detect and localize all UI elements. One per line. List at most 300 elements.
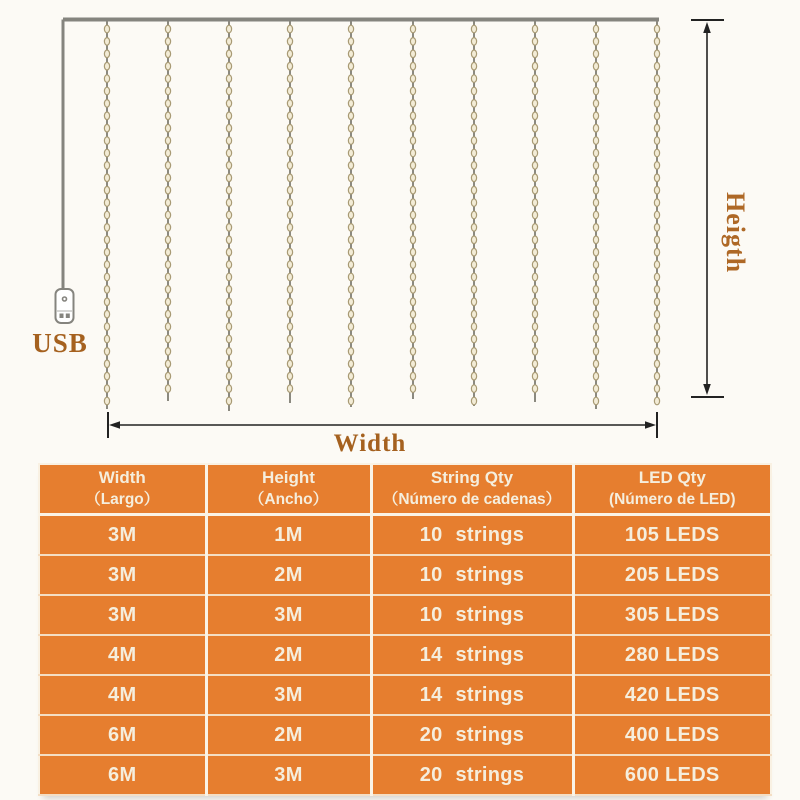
led-bead xyxy=(410,286,415,294)
led-bead xyxy=(104,50,109,58)
led-bead xyxy=(348,286,353,294)
led-bead xyxy=(593,162,598,170)
led-bead xyxy=(287,149,292,157)
cell-width: 3M xyxy=(39,555,206,595)
led-bead xyxy=(654,224,659,232)
led-bead xyxy=(348,273,353,281)
led-bead xyxy=(593,149,598,157)
led-bead xyxy=(532,310,537,318)
cell-led-qty: 305 LEDS xyxy=(573,595,771,635)
led-bead xyxy=(287,75,292,83)
led-bead xyxy=(654,174,659,182)
led-bead xyxy=(654,248,659,256)
led-bead xyxy=(104,174,109,182)
led-bead xyxy=(532,112,537,120)
led-bead xyxy=(471,38,476,46)
led-bead xyxy=(654,298,659,306)
led-bead xyxy=(287,38,292,46)
cell-height: 2M xyxy=(206,555,371,595)
width-arrowhead-right xyxy=(645,421,656,429)
led-bead xyxy=(226,211,231,219)
led-bead xyxy=(532,261,537,269)
spec-row xyxy=(39,515,771,556)
led-bead xyxy=(471,62,476,70)
col-header-led-qty xyxy=(573,464,771,515)
led-bead xyxy=(226,385,231,393)
led-bead xyxy=(348,149,353,157)
led-bead xyxy=(287,335,292,343)
led-bead xyxy=(532,25,537,33)
col-header-subtitle: （Largo） xyxy=(85,491,160,508)
led-bead xyxy=(104,248,109,256)
spec-row xyxy=(39,715,771,755)
led-bead xyxy=(410,162,415,170)
led-bead xyxy=(287,162,292,170)
led-bead xyxy=(226,62,231,70)
led-bead xyxy=(226,372,231,380)
led-bead xyxy=(348,199,353,207)
led-bead xyxy=(532,50,537,58)
led-bead xyxy=(287,137,292,145)
led-bead xyxy=(348,186,353,194)
led-bead xyxy=(410,372,415,380)
led-bead xyxy=(654,137,659,145)
led-bead xyxy=(593,360,598,368)
led-bead xyxy=(287,323,292,331)
led-bead xyxy=(654,25,659,33)
led-bead xyxy=(348,248,353,256)
led-bead xyxy=(593,186,598,194)
led-bead xyxy=(654,87,659,95)
led-bead xyxy=(165,286,170,294)
led-bead xyxy=(348,236,353,244)
usb-label: USB xyxy=(32,328,88,358)
led-bead xyxy=(226,397,231,405)
led-bead xyxy=(410,100,415,108)
led-bead xyxy=(654,323,659,331)
led-bead xyxy=(348,224,353,232)
led-bead xyxy=(104,385,109,393)
led-bead xyxy=(532,335,537,343)
led-bead xyxy=(104,38,109,46)
width-arrowhead-left xyxy=(109,421,120,429)
led-bead xyxy=(287,100,292,108)
led-bead xyxy=(165,186,170,194)
spec-row xyxy=(39,555,771,595)
led-bead xyxy=(654,236,659,244)
led-bead xyxy=(410,124,415,132)
led-bead xyxy=(226,100,231,108)
led-bead xyxy=(532,149,537,157)
led-bead xyxy=(348,162,353,170)
led-bead xyxy=(410,112,415,120)
col-header-width xyxy=(39,464,206,515)
led-bead xyxy=(287,273,292,281)
led-bead xyxy=(348,348,353,356)
led-bead xyxy=(165,137,170,145)
led-bead xyxy=(471,137,476,145)
led-bead xyxy=(226,149,231,157)
led-bead xyxy=(654,149,659,157)
width-label: Width xyxy=(333,430,407,457)
led-bead xyxy=(348,310,353,318)
led-bead xyxy=(471,310,476,318)
led-bead xyxy=(410,236,415,244)
led-bead xyxy=(226,286,231,294)
led-bead xyxy=(348,397,353,405)
led-bead xyxy=(287,174,292,182)
led-bead xyxy=(471,372,476,380)
led-bead xyxy=(348,137,353,145)
spec-row xyxy=(39,635,771,675)
led-bead xyxy=(165,100,170,108)
col-header-subtitle: (Número de LED) xyxy=(608,491,736,508)
led-bead xyxy=(104,286,109,294)
led-bead xyxy=(471,186,476,194)
cell-height: 3M xyxy=(206,675,371,715)
led-bead xyxy=(287,261,292,269)
led-bead xyxy=(165,174,170,182)
cell-width: 3M xyxy=(39,595,206,635)
led-bead xyxy=(471,149,476,157)
cell-string-qty: 14 strings xyxy=(371,675,573,715)
led-bead xyxy=(287,385,292,393)
led-bead xyxy=(532,199,537,207)
led-bead xyxy=(287,224,292,232)
led-bead xyxy=(226,310,231,318)
led-bead xyxy=(410,149,415,157)
led-bead xyxy=(287,236,292,244)
led-bead xyxy=(654,335,659,343)
led-bead xyxy=(654,38,659,46)
led-bead xyxy=(104,224,109,232)
led-bead xyxy=(593,298,598,306)
led-bead xyxy=(165,124,170,132)
led-bead xyxy=(287,87,292,95)
led-bead xyxy=(226,87,231,95)
led-bead xyxy=(226,162,231,170)
led-bead xyxy=(104,298,109,306)
led-bead xyxy=(410,199,415,207)
led-bead xyxy=(287,298,292,306)
led-bead xyxy=(593,397,598,405)
led-bead xyxy=(165,199,170,207)
led-bead xyxy=(165,360,170,368)
led-bead xyxy=(654,75,659,83)
led-bead xyxy=(593,286,598,294)
led-bead xyxy=(410,323,415,331)
led-bead xyxy=(410,75,415,83)
cell-width: 4M xyxy=(39,635,206,675)
led-bead xyxy=(226,261,231,269)
led-bead xyxy=(471,273,476,281)
led-bead xyxy=(104,137,109,145)
led-bead xyxy=(593,25,598,33)
led-bead xyxy=(471,211,476,219)
led-bead xyxy=(287,248,292,256)
led-bead xyxy=(226,25,231,33)
cell-led-qty: 600 LEDS xyxy=(573,755,771,795)
led-bead xyxy=(226,174,231,182)
led-bead xyxy=(287,360,292,368)
led-bead xyxy=(593,211,598,219)
led-bead xyxy=(165,236,170,244)
cell-led-qty: 400 LEDS xyxy=(573,715,771,755)
led-bead xyxy=(410,211,415,219)
led-bead xyxy=(532,360,537,368)
led-bead xyxy=(226,360,231,368)
led-bead xyxy=(654,261,659,269)
led-bead xyxy=(471,224,476,232)
led-bead xyxy=(104,261,109,269)
led-bead xyxy=(104,323,109,331)
led-bead xyxy=(593,62,598,70)
led-bead xyxy=(532,87,537,95)
led-bead xyxy=(165,372,170,380)
led-bead xyxy=(532,286,537,294)
led-bead xyxy=(593,100,598,108)
led-bead xyxy=(654,286,659,294)
led-bead xyxy=(410,186,415,194)
led-bead xyxy=(287,25,292,33)
led-bead xyxy=(226,248,231,256)
led-bead xyxy=(348,323,353,331)
led-bead xyxy=(165,50,170,58)
led-bead xyxy=(226,323,231,331)
cell-height: 3M xyxy=(206,755,371,795)
led-bead xyxy=(287,62,292,70)
led-bead xyxy=(226,112,231,120)
cell-string-qty: 10 strings xyxy=(371,595,573,635)
led-bead xyxy=(226,348,231,356)
led-bead xyxy=(226,199,231,207)
led-bead xyxy=(471,112,476,120)
led-bead xyxy=(287,199,292,207)
led-bead xyxy=(104,124,109,132)
led-bead xyxy=(654,199,659,207)
led-bead xyxy=(226,273,231,281)
led-bead xyxy=(471,236,476,244)
led-bead xyxy=(104,372,109,380)
cell-height: 3M xyxy=(206,595,371,635)
led-bead xyxy=(410,87,415,95)
led-bead xyxy=(654,273,659,281)
led-bead xyxy=(104,211,109,219)
led-bead xyxy=(654,186,659,194)
led-bead xyxy=(654,124,659,132)
led-bead xyxy=(593,199,598,207)
led-bead xyxy=(532,236,537,244)
led-bead xyxy=(348,298,353,306)
led-bead xyxy=(226,137,231,145)
cell-height: 2M xyxy=(206,715,371,755)
led-bead xyxy=(104,360,109,368)
led-bead xyxy=(654,372,659,380)
led-bead xyxy=(165,149,170,157)
cell-string-qty: 14 strings xyxy=(371,635,573,675)
led-bead xyxy=(471,174,476,182)
led-bead xyxy=(654,310,659,318)
led-bead xyxy=(226,298,231,306)
led-bead xyxy=(654,100,659,108)
led-bead xyxy=(287,348,292,356)
cell-width: 3M xyxy=(39,515,206,556)
led-bead xyxy=(348,100,353,108)
led-bead xyxy=(593,335,598,343)
led-bead xyxy=(410,38,415,46)
led-bead xyxy=(165,87,170,95)
led-bead xyxy=(593,38,598,46)
led-bead xyxy=(104,112,109,120)
led-bead xyxy=(348,124,353,132)
led-bead xyxy=(654,348,659,356)
led-bead xyxy=(654,112,659,120)
led-bead xyxy=(226,335,231,343)
led-bead xyxy=(471,248,476,256)
led-bead xyxy=(348,261,353,269)
col-header-title: String Qty xyxy=(430,468,514,488)
led-bead xyxy=(348,211,353,219)
led-bead xyxy=(165,261,170,269)
col-header-subtitle: （Ancho） xyxy=(248,491,329,508)
col-header-height xyxy=(206,464,371,515)
led-bead xyxy=(593,75,598,83)
led-bead xyxy=(471,87,476,95)
led-bead xyxy=(165,224,170,232)
led-bead xyxy=(165,38,170,46)
led-bead xyxy=(593,385,598,393)
led-bead xyxy=(104,236,109,244)
led-bead xyxy=(654,211,659,219)
led-bead xyxy=(532,100,537,108)
led-bead xyxy=(410,62,415,70)
led-bead xyxy=(104,348,109,356)
led-bead xyxy=(532,211,537,219)
led-bead xyxy=(593,248,598,256)
led-bead xyxy=(654,385,659,393)
led-bead xyxy=(593,323,598,331)
led-bead xyxy=(226,75,231,83)
led-bead xyxy=(287,50,292,58)
led-bead xyxy=(165,162,170,170)
led-bead xyxy=(287,211,292,219)
led-bead xyxy=(410,248,415,256)
led-bead xyxy=(226,124,231,132)
usb-contact xyxy=(60,314,64,319)
led-bead xyxy=(104,149,109,157)
spec-table xyxy=(38,463,772,796)
led-bead xyxy=(532,174,537,182)
led-bead xyxy=(348,50,353,58)
led-bead xyxy=(471,335,476,343)
spec-row xyxy=(39,675,771,715)
col-header-title: Width xyxy=(98,468,146,488)
led-bead xyxy=(410,385,415,393)
height-label: Heigth xyxy=(721,192,750,274)
led-bead xyxy=(532,224,537,232)
led-bead xyxy=(226,186,231,194)
col-header-title: LED Qty xyxy=(638,468,706,488)
led-bead xyxy=(471,75,476,83)
led-bead xyxy=(532,62,537,70)
led-bead xyxy=(532,124,537,132)
cell-led-qty: 105 LEDS xyxy=(573,515,771,556)
led-bead xyxy=(348,38,353,46)
led-bead xyxy=(471,298,476,306)
led-bead xyxy=(532,323,537,331)
cell-led-qty: 205 LEDS xyxy=(573,555,771,595)
led-bead xyxy=(165,25,170,33)
led-bead xyxy=(410,360,415,368)
led-bead xyxy=(471,385,476,393)
col-header-subtitle: （Número de cadenas） xyxy=(382,491,562,508)
led-bead xyxy=(348,335,353,343)
led-bead xyxy=(532,298,537,306)
led-bead xyxy=(104,273,109,281)
led-bead xyxy=(532,137,537,145)
led-bead xyxy=(593,124,598,132)
led-bead xyxy=(654,360,659,368)
led-bead xyxy=(348,372,353,380)
led-bead xyxy=(532,186,537,194)
led-bead xyxy=(226,224,231,232)
led-bead xyxy=(532,38,537,46)
cell-string-qty: 20 strings xyxy=(371,755,573,795)
cell-string-qty: 10 strings xyxy=(371,515,573,556)
led-bead xyxy=(471,360,476,368)
led-bead xyxy=(471,348,476,356)
led-bead xyxy=(104,25,109,33)
led-bead xyxy=(348,112,353,120)
led-bead xyxy=(165,385,170,393)
height-arrowhead-top xyxy=(703,22,711,33)
led-bead xyxy=(410,273,415,281)
height-arrowhead-bottom xyxy=(703,384,711,395)
led-bead xyxy=(410,224,415,232)
led-bead xyxy=(593,224,598,232)
led-bead xyxy=(104,100,109,108)
led-bead xyxy=(287,124,292,132)
led-bead xyxy=(532,372,537,380)
led-bead xyxy=(654,397,659,405)
led-bead xyxy=(165,348,170,356)
led-bead xyxy=(165,310,170,318)
led-bead xyxy=(348,385,353,393)
led-bead xyxy=(593,174,598,182)
led-bead xyxy=(471,25,476,33)
led-bead xyxy=(471,100,476,108)
led-bead xyxy=(410,137,415,145)
led-bead xyxy=(471,261,476,269)
led-bead xyxy=(104,335,109,343)
led-bead xyxy=(104,397,109,405)
cell-height: 1M xyxy=(206,515,371,556)
cell-string-qty: 10 strings xyxy=(371,555,573,595)
led-bead xyxy=(471,397,476,405)
spec-row xyxy=(39,595,771,635)
led-bead xyxy=(348,360,353,368)
led-bead xyxy=(287,286,292,294)
spec-header-row xyxy=(39,464,771,515)
led-bead xyxy=(593,348,598,356)
led-bead xyxy=(165,211,170,219)
cell-height: 2M xyxy=(206,635,371,675)
led-bead xyxy=(226,38,231,46)
led-bead xyxy=(471,286,476,294)
col-header-title: Height xyxy=(262,468,315,488)
led-bead xyxy=(471,323,476,331)
usb-contact xyxy=(66,314,70,319)
